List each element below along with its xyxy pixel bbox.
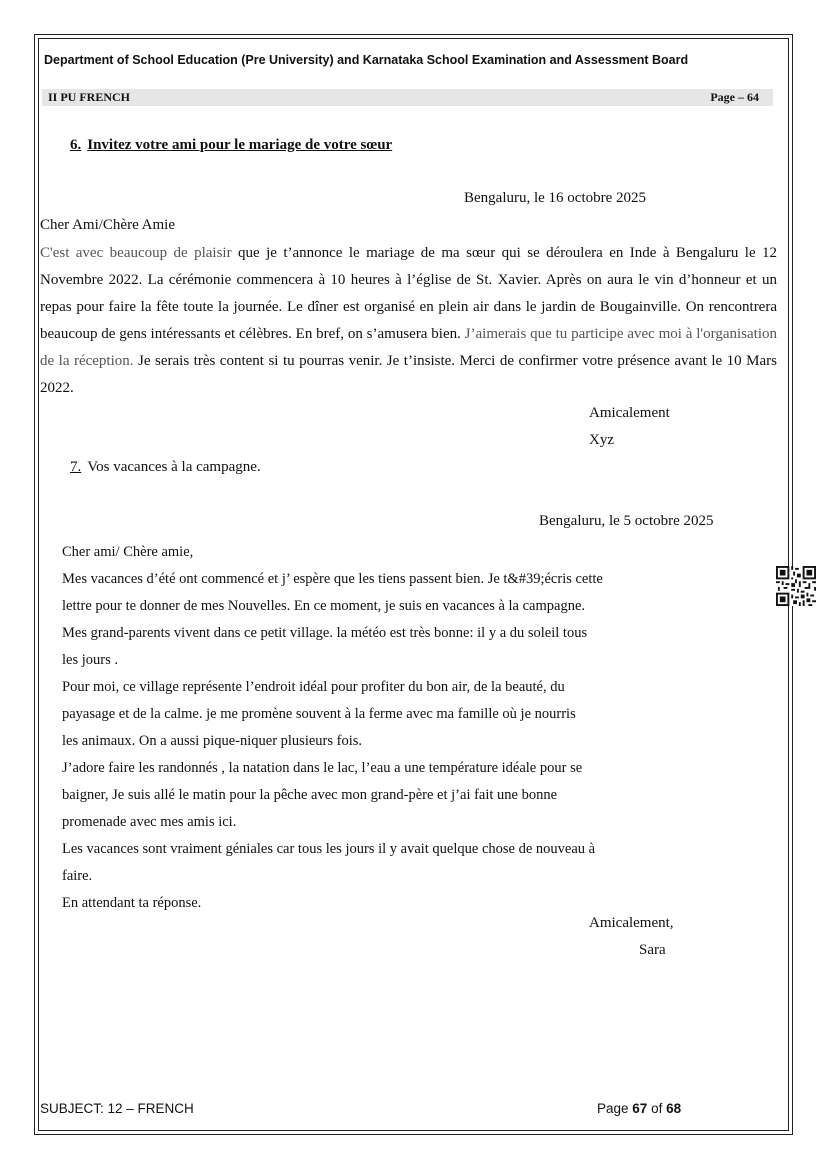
letter-2-line: payasage et de la calme. je me promène souvent à la ferme avec ma famille où je nourris xyxy=(62,706,576,722)
letter-2-line: En attendant ta réponse. xyxy=(62,895,202,911)
letter-2-line: J’adore faire les randonnés , la natation dans le lac, l’eau a une température idéale pour se xyxy=(62,760,583,776)
question-7-number: 7. xyxy=(70,459,82,475)
letter-1-body xyxy=(40,240,777,402)
letter-2-line: promenade avec mes amis ici. xyxy=(62,814,237,830)
letter-2-line: lettre pour te donner de mes Nouvelles. En ce moment, je suis en vacances à la campagne. xyxy=(62,598,586,614)
letter-2-line: Pour moi, ce village représente l’endroit idéal pour profiter du bon air, de la beauté, du xyxy=(62,679,565,695)
department-header: Department of School Education (Pre University) and Karnataka School Examination and Assessment Board xyxy=(44,53,689,67)
letter-2-line: Les vacances sont vraiment géniales car tous les jours il y avait quelque chose de nouveau à xyxy=(62,841,596,857)
letter-1-text-d: Je serais très content si tu pourras venir. Je t’insiste. Merci de confirmer votre présence avant le 10 Mars 2022. xyxy=(40,353,777,396)
letter-2-signature: Sara xyxy=(639,942,666,958)
letter-2-line: Cher ami/ Chère amie, xyxy=(62,544,194,560)
letter-2-line: les jours . xyxy=(62,652,118,668)
letter-2-line: faire. xyxy=(62,868,93,884)
letter-2-line: les animaux. On a aussi pique-niquer plusieurs fois. xyxy=(62,733,363,749)
footer-page-prefix: Page xyxy=(597,1101,633,1116)
question-6-number: 6. xyxy=(70,137,82,153)
question-7-heading xyxy=(70,459,261,476)
subject-label: II PU FRENCH xyxy=(48,90,131,104)
question-7-title: Vos vacances à la campagne. xyxy=(87,459,261,475)
letter-2-line: Mes vacances d’été ont commencé et j’ espère que les tiens passent bien. Je t&#39;écris cette xyxy=(62,571,603,587)
letter-2-date: Bengaluru, le 5 octobre 2025 xyxy=(539,513,714,529)
letter-1-text-a: C'est avec beaucoup de plaisir xyxy=(40,245,232,261)
subject-band xyxy=(42,89,773,106)
footer-subject: SUBJECT: 12 – FRENCH xyxy=(40,1101,194,1116)
footer-page-current: 67 xyxy=(632,1101,648,1116)
letter-1-text-c: J’aimerais que tu participe avec moi à l'organisation de la réception. xyxy=(40,326,777,369)
letter-2-line: baigner, Je suis allé le matin pour la pêche avec mon grand-père et j’ai fait une bonne xyxy=(62,787,558,803)
letter-1-text-b: que je t’annonce le mariage de ma sœur qui se déroulera en Inde à Bengaluru le 12 Novembre 2022. La cérémonie commencera à 10 heures à l’église de St. Xavier. Après on aura le vin d’honneur et un repas pour faire la fête toute la journée. Le dîner est organisé en plein air dans le jardin de Bougainville. On rencontrera beaucoup de gens intéressants et célèbres. En bref, on s’amusera bien. xyxy=(40,245,778,342)
band-page-label: Page – 64 xyxy=(710,90,759,104)
letter-2-closing: Amicalement, xyxy=(589,915,674,931)
letter-1-closing: Amicalement xyxy=(589,405,670,421)
qr-code-icon xyxy=(776,566,816,606)
footer-page-total: 68 xyxy=(666,1101,682,1116)
letter-2-line: Mes grand-parents vivent dans ce petit village. la météo est très bonne: il y a du soleil tous xyxy=(62,625,588,641)
footer-page-number xyxy=(597,1101,681,1116)
letter-1-salutation: Cher Ami/Chère Amie xyxy=(40,217,175,233)
question-6-heading xyxy=(70,137,392,154)
footer-page-of: of xyxy=(647,1101,667,1116)
letter-1-date: Bengaluru, le 16 octobre 2025 xyxy=(464,190,647,206)
letter-1-signature: Xyz xyxy=(589,432,614,448)
question-6-title: Invitez votre ami pour le mariage de votre sœur xyxy=(87,137,393,153)
letter-2-body xyxy=(62,539,603,917)
